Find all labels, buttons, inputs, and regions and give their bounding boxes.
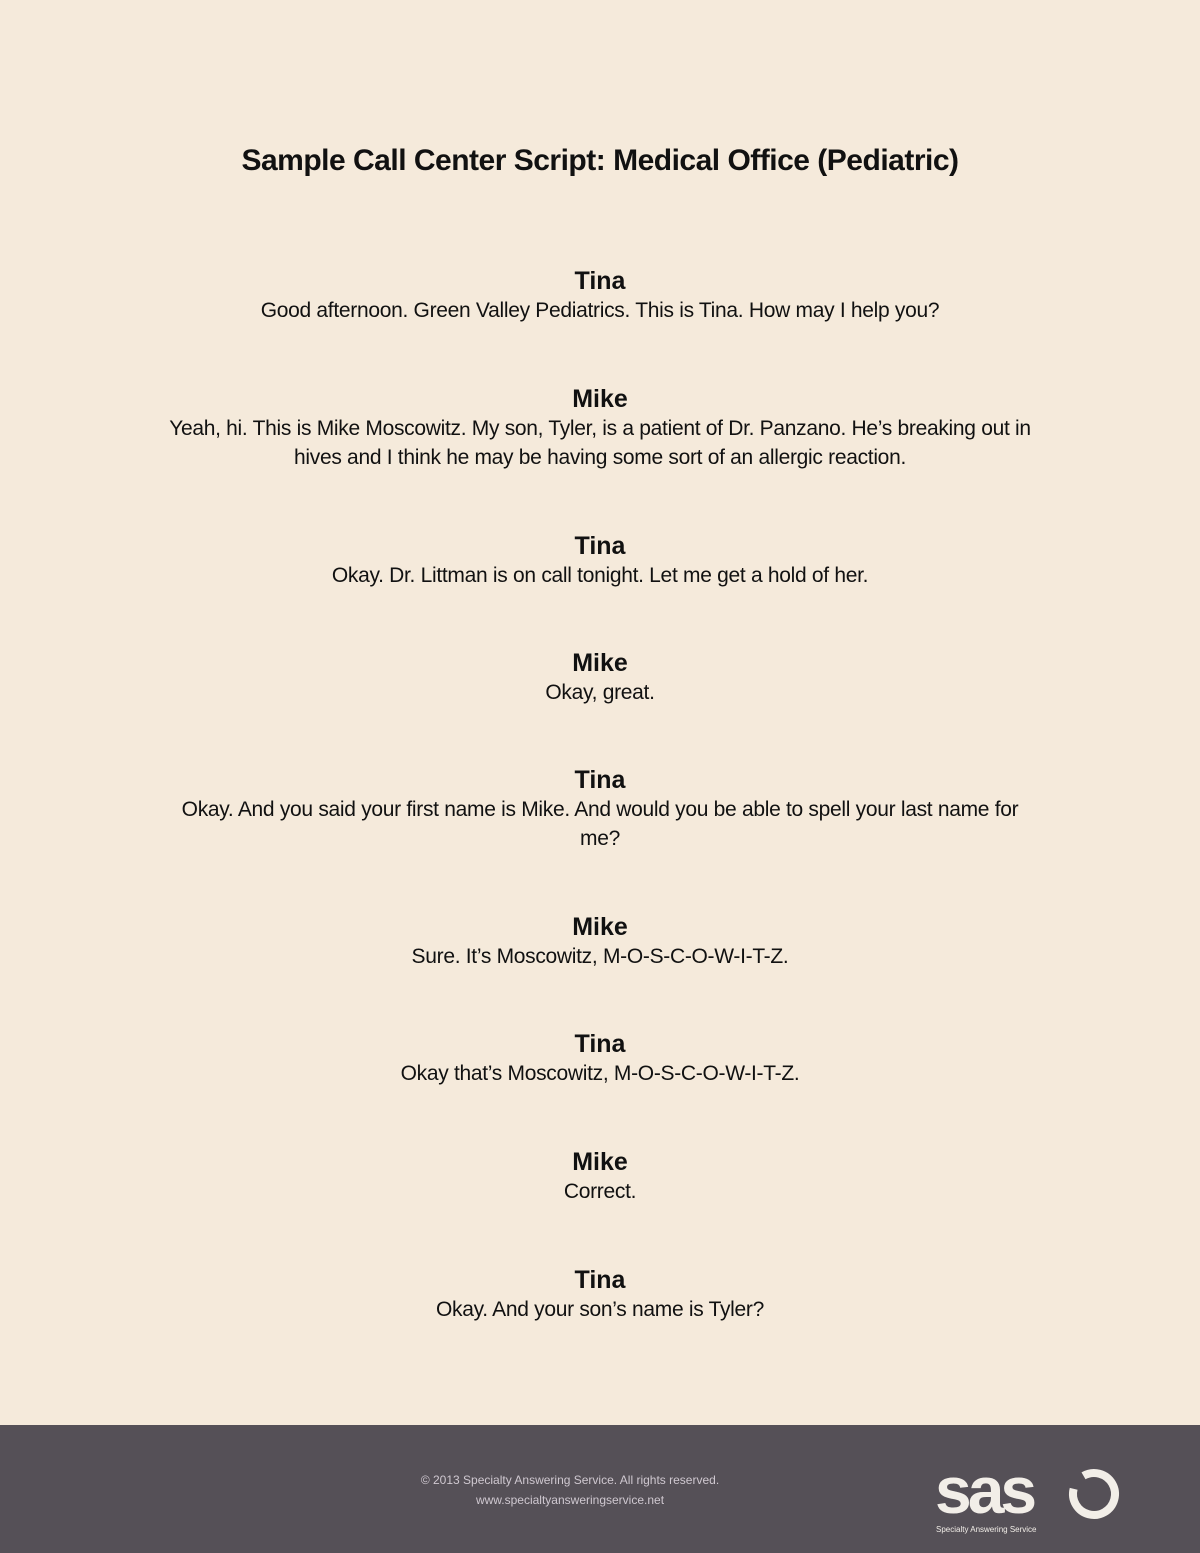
dialogue-turn — [0, 384, 1200, 472]
website-link[interactable]: www.specialtyansweringservice.net — [475, 1493, 665, 1507]
dialogue-turn — [0, 912, 1200, 971]
speaker-name: Tina — [574, 532, 626, 560]
speaker-line: Okay that’s Moscowitz, M-O-S-C-O-W-I-T-Z. — [400, 1062, 800, 1085]
dialogue-turn — [0, 1147, 1200, 1206]
speaker-line: Correct. — [563, 1180, 637, 1203]
circle-arc-logo-icon — [1065, 1465, 1122, 1522]
speaker-name: Mike — [572, 385, 628, 413]
speaker-line: Yeah, hi. This is Mike Moscowitz. My son, Tyler, is a patient of Dr. Panzano. He’s breaking out in hives and I think he may be having some sort of an allergic reaction. — [169, 417, 1031, 469]
speaker-name: Mike — [572, 649, 628, 677]
logo-wordmark: sas — [935, 1455, 1034, 1527]
dialogue-turn — [0, 531, 1200, 590]
dialogue-turn — [0, 765, 1200, 853]
speaker-line: Okay. And your son’s name is Tyler? — [435, 1298, 764, 1321]
speaker-line: Okay. Dr. Littman is on call tonight. Let me get a hold of her. — [331, 564, 869, 587]
page-footer — [0, 1425, 1200, 1553]
speaker-line: Sure. It’s Moscowitz, M-O-S-C-O-W-I-T-Z. — [411, 945, 789, 968]
company-logo — [935, 1455, 1125, 1535]
speaker-name: Tina — [574, 1030, 626, 1058]
dialogue-turn — [0, 1265, 1200, 1324]
speaker-name: Mike — [572, 1148, 628, 1176]
dialogue-turn — [0, 648, 1200, 707]
speaker-line: Okay. And you said your first name is Mike. And would you be able to spell your last name for me? — [181, 798, 1019, 850]
copyright-notice: © 2013 Specialty Answering Service. All rights reserved. — [420, 1473, 720, 1487]
speaker-name: Tina — [574, 1266, 626, 1294]
dialogue-turn — [0, 266, 1200, 325]
logo-tagline: Specialty Answering Service — [936, 1525, 1037, 1534]
page-title: Sample Call Center Script: Medical Office (Pediatric) — [241, 144, 959, 177]
dialogue-turn — [0, 1029, 1200, 1088]
speaker-name: Tina — [574, 267, 626, 295]
speaker-line: Good afternoon. Green Valley Pediatrics. This is Tina. How may I help you? — [260, 299, 940, 322]
speaker-name: Tina — [574, 766, 626, 794]
speaker-name: Mike — [572, 913, 628, 941]
speaker-line: Okay, great. — [545, 681, 655, 704]
